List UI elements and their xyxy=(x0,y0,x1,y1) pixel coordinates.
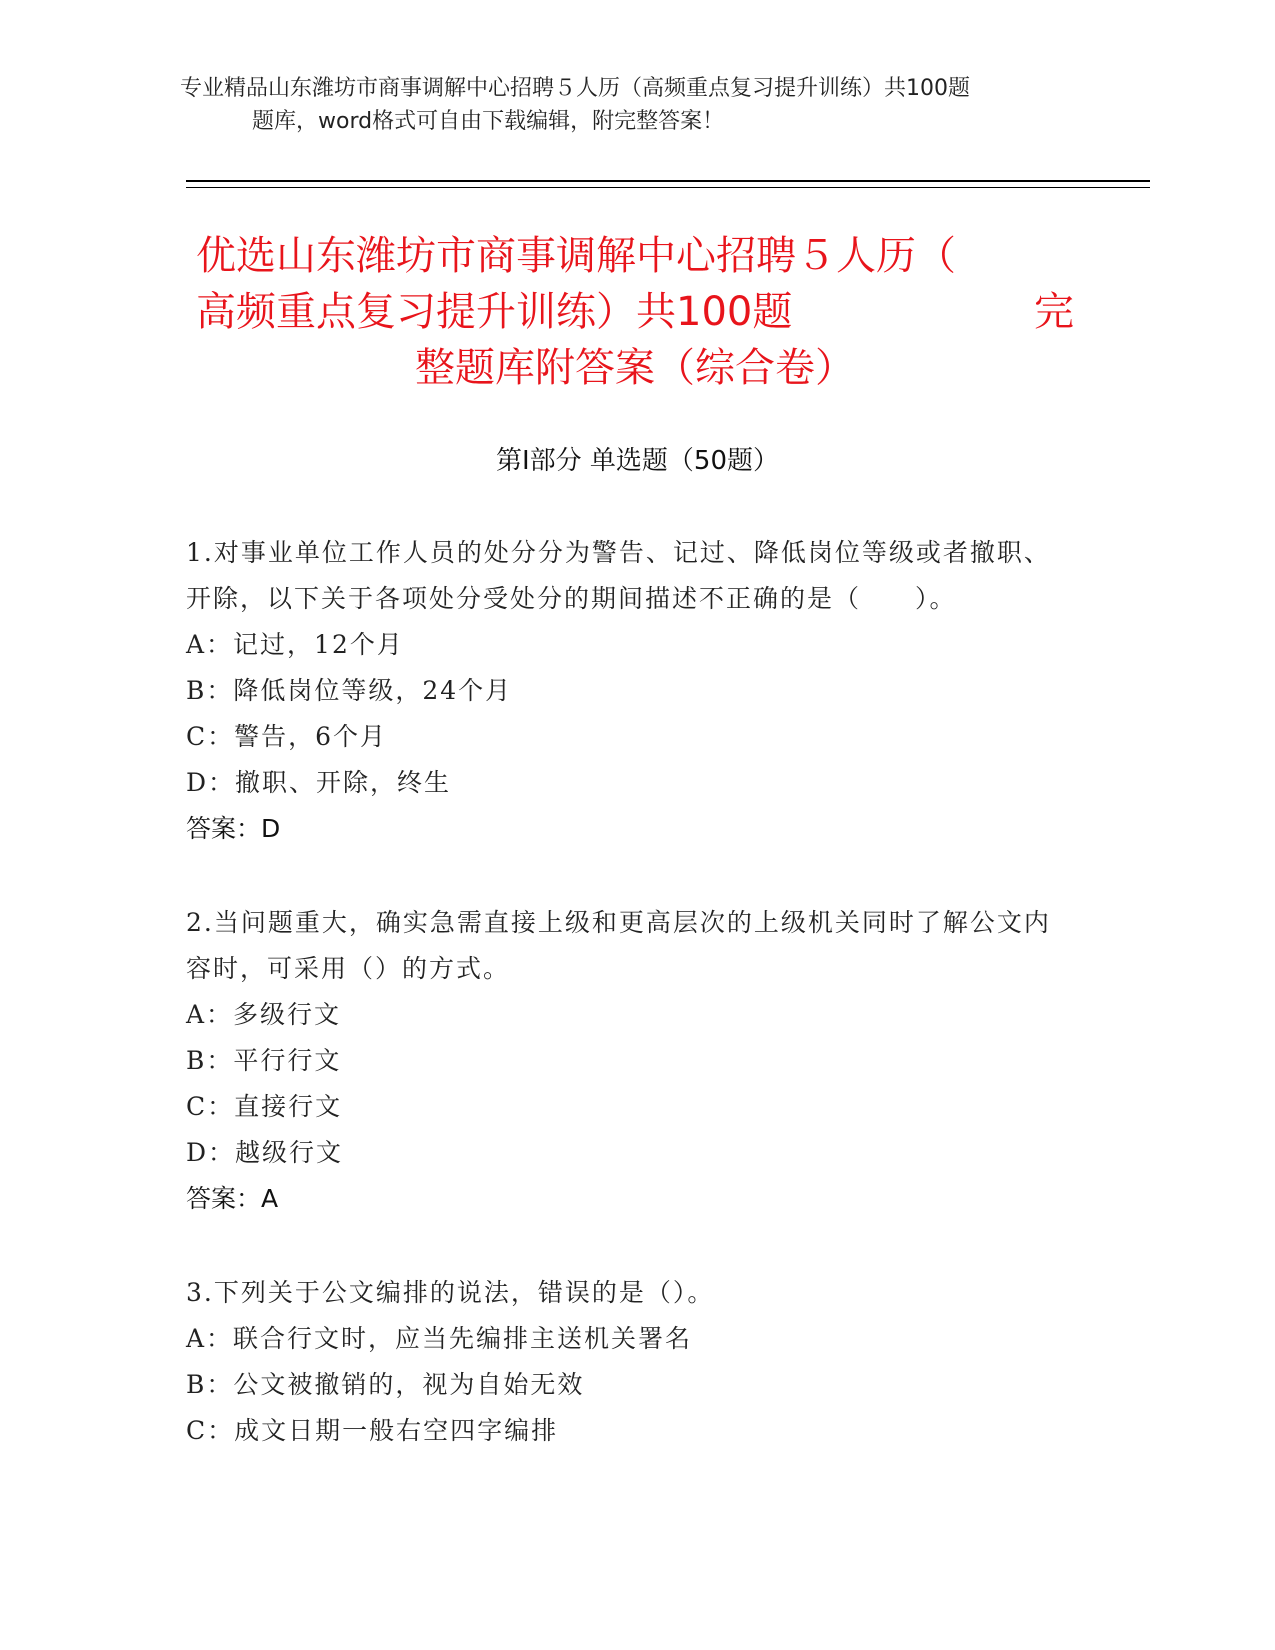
title-line-2-tail: 完 xyxy=(1034,289,1074,335)
title-line-1 xyxy=(196,228,1074,284)
question-stem: 3.下列关于公文编排的说法，错误的是（）。 xyxy=(186,1278,715,1307)
document-header-note xyxy=(180,72,1060,138)
option-c: C：成文日期一般右空四字编排 xyxy=(186,1416,559,1445)
option-d: D：越级行文 xyxy=(186,1138,344,1167)
option-d: D：撤职、开除，终生 xyxy=(186,768,452,797)
option-a: A：记过，12个月 xyxy=(186,630,404,659)
title-line-2-text: 高频重点复习提升训练）共100题 xyxy=(196,289,793,335)
answer: 答案：A xyxy=(186,1184,279,1213)
question-stem: 1.对事业单位工作人员的处分分为警告、记过、降低岗位等级或者撤职、开除，以下关于各项处分受处分的期间描述不正确的是（ ）。 xyxy=(186,538,1051,613)
document-title xyxy=(196,228,1074,396)
header-note-line-2: 题库，word格式可自由下载编辑，附完整答案！ xyxy=(252,109,725,134)
section-heading: 第Ⅰ部分 单选题（50题） xyxy=(495,446,780,476)
option-a: A：多级行文 xyxy=(186,1000,342,1029)
question-1 xyxy=(186,530,1066,852)
option-a: A：联合行文时，应当先编排主送机关署名 xyxy=(186,1324,693,1353)
question-2 xyxy=(186,900,1066,1222)
option-b: B：公文被撤销的，视为自始无效 xyxy=(186,1370,585,1399)
question-list xyxy=(186,530,1066,1502)
option-b: B：平行行文 xyxy=(186,1046,342,1075)
header-note-line-1: 专业精品山东潍坊市商事调解中心招聘５人历（高频重点复习提升训练）共100题 xyxy=(180,76,970,101)
question-stem: 2.当问题重大，确实急需直接上级和更高层次的上级机关同时了解公文内容时，可采用（）的方式。 xyxy=(186,908,1051,983)
title-line-1-text: 优选山东潍坊市商事调解中心招聘５人历（ xyxy=(196,233,956,279)
title-line-2 xyxy=(196,284,1074,340)
question-3 xyxy=(186,1270,1066,1454)
option-c: C：直接行文 xyxy=(186,1092,343,1121)
option-b: B：降低岗位等级，24个月 xyxy=(186,676,513,705)
option-c: C：警告，6个月 xyxy=(186,722,388,751)
header-divider-thin xyxy=(186,187,1150,188)
title-line-3: 整题库附答案（综合卷） xyxy=(415,345,855,391)
header-divider-thick xyxy=(186,180,1150,182)
answer: 答案：D xyxy=(186,814,281,843)
